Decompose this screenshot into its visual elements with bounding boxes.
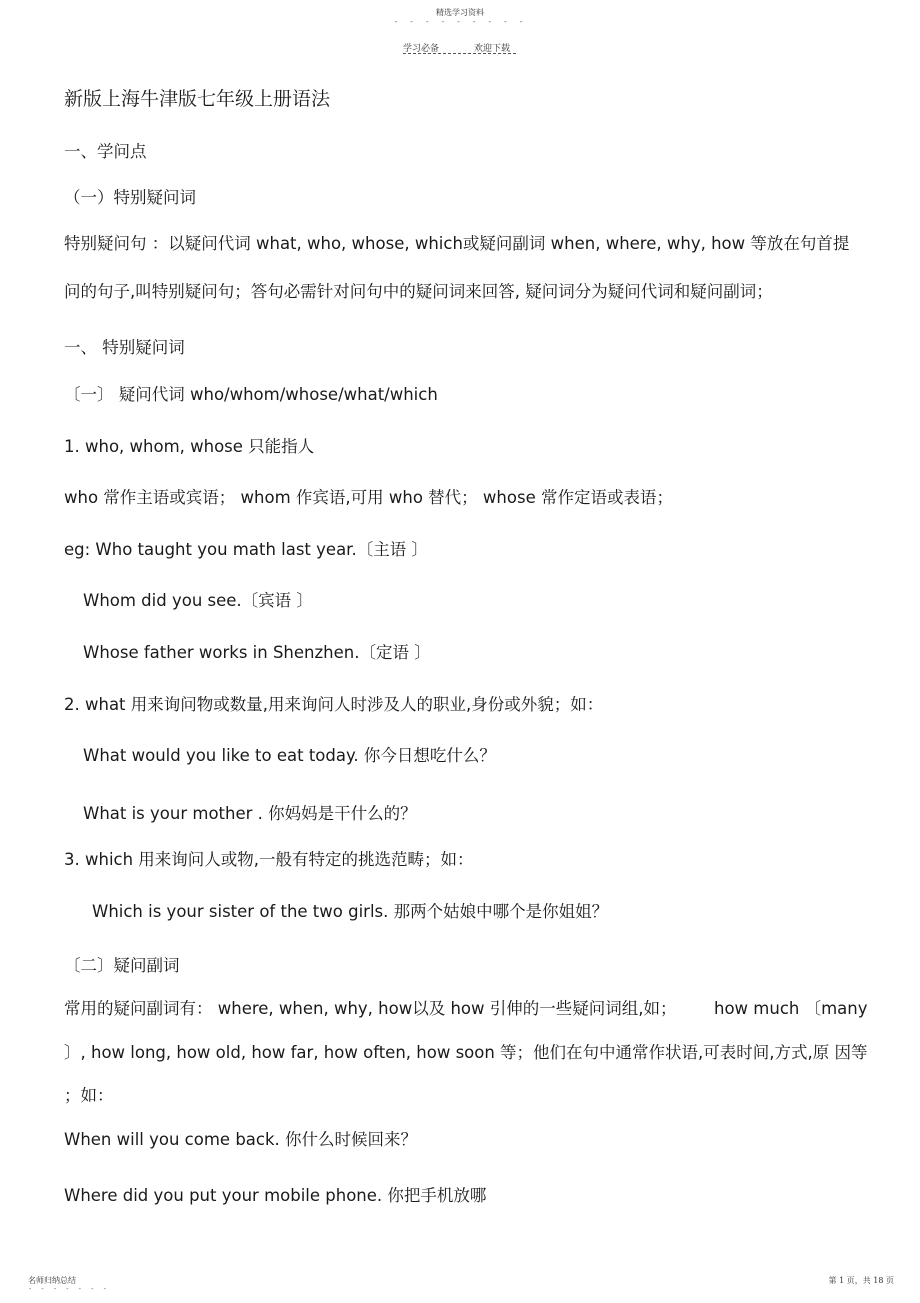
list-item: 2. what 用来询问物或数量,用来询问人时涉及人的职业,身份或外貌；如： xyxy=(64,695,604,714)
footer-left-label: 名师归纳总结 xyxy=(28,1276,76,1285)
subsection-heading: 〔一〕 疑问代词 who/whom/whose/what/which xyxy=(64,385,438,404)
paragraph-line: 常用的疑问副词有： where, when, why, how以及 how 引伸的一些疑问词组,如； xyxy=(64,999,677,1018)
example-line: What is your mother . 你妈妈是干什么的？ xyxy=(83,804,417,823)
header-sub-left: 学习必备 xyxy=(403,44,440,54)
paragraph-line: who 常作主语或宾语； whom 作宾语,可用 who 替代； whose 常作定语或表语； xyxy=(64,488,673,507)
header-sub-right: 欢迎下载 xyxy=(474,44,511,54)
list-item: 1. who, whom, whose 只能指人 xyxy=(64,437,315,456)
subsection-heading: 〔二〕疑问副词 xyxy=(64,956,180,975)
footer-left-dashes: - - - - - - - xyxy=(28,1285,109,1293)
paragraph-line: 问的句子,叫特别疑问句；答句必需针对问句中的疑问词来回答, 疑问词分为疑问代词和疑问副词； xyxy=(64,282,773,301)
page-number: 第 1 页，共 18 页 xyxy=(828,1276,894,1285)
example-line: What would you like to eat today. 你今日想吃什么？ xyxy=(83,746,496,765)
subsection-heading: （一）特别疑问词 xyxy=(64,188,196,207)
example-line: Whose father works in Shenzhen.〔定语 〕 xyxy=(83,643,431,662)
list-item: 3. which 用来询问人或物,一般有特定的挑选范畴；如： xyxy=(64,850,474,869)
section-heading: 一、 特别疑问词 xyxy=(64,338,185,357)
header-dashes: - - - - - - - - - xyxy=(393,17,527,26)
paragraph-line: 特别疑问句 ：以疑问代词 what, who, whose, which或疑问副词 when, where, why, how 等放在句首提 xyxy=(64,234,850,253)
example-line: When will you come back. 你什么时候回来？ xyxy=(64,1130,418,1149)
paragraph-line: 〕, how long, how old, how far, how often, how soon 等；他们在句中通常作状语,可表时间,方式,原 因等 xyxy=(64,1043,868,1062)
example-line: eg: Who taught you math last year.〔主语 〕 xyxy=(64,540,428,559)
example-line: Which is your sister of the two girls. 那两个姑娘中哪个是你姐姐？ xyxy=(92,902,609,921)
header-divider xyxy=(403,53,516,54)
example-line: Where did you put your mobile phone. 你把手机放哪 xyxy=(64,1186,487,1205)
section-heading: 一、学问点 xyxy=(64,142,147,161)
paragraph-line-end: how much 〔many xyxy=(714,999,868,1018)
page-title: 新版上海牛津版七年级上册语法 xyxy=(64,88,331,110)
header-top-label: 精选学习资料 xyxy=(436,8,484,17)
paragraph-line: ；如： xyxy=(64,1086,114,1105)
example-line: Whom did you see.〔宾语 〕 xyxy=(83,591,313,610)
